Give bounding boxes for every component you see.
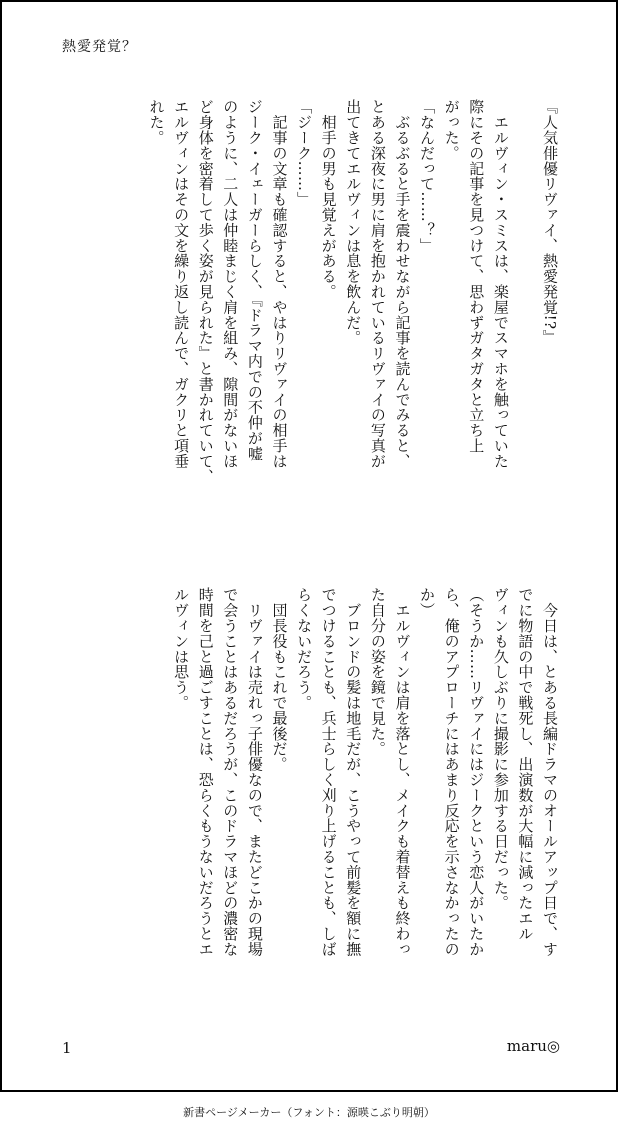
text-line: ブロンドの髪は地毛だが、こうやって前髪を額に撫 (344, 587, 363, 957)
text-line: ら、俺のアプローチにはあまり反応を示さなかったの (442, 587, 461, 957)
text-line (513, 99, 538, 539)
text-line: のように、二人は仲睦まじく肩を組み、隙間がないほ (221, 99, 240, 469)
text-line: 出てきてエルヴィンは息を飲んだ。 (344, 99, 363, 346)
generator-credit: 新書ページメーカー（フォント：源暎こぶり明朝） (183, 1106, 435, 1119)
text-line: とある深夜に男に肩を抱かれているリヴァイの写真が (368, 99, 387, 469)
text-line: で会うことはあるだろうが、このドラマほどの濃密な (221, 587, 240, 957)
text-line: れた。 (147, 99, 166, 146)
page-number: 1 (62, 1039, 72, 1057)
text-line: 際にその記事を見つけて、思わずガタガタと立ち上 (467, 99, 486, 454)
text-line: でつけることも、兵士らしく刈り上げることも、しば (319, 587, 338, 957)
upper-text-column (144, 99, 562, 539)
text-line: 記事の文章も確認すると、やはりリヴァイの相手は (270, 99, 289, 469)
text-line: 『人気俳優リヴァイ、熱愛発覚!?』 (541, 99, 559, 345)
text-line: エルヴィンはその文を繰り返し読んで、ガクリと項垂 (172, 99, 191, 469)
text-line: 団長役もこれで最後だ。 (270, 587, 289, 772)
text-line: か） (418, 587, 437, 618)
text-line: ジーク・イェーガーらしく、『ドラマ内での不仲が嘘 (245, 99, 264, 462)
text-line: 「なんだって……？」 (418, 99, 437, 253)
text-line: 今日は、とある長編ドラマのオールアップ日で、す (541, 587, 559, 957)
text-line: エルヴィン・スミスは、楽屋でスマホを触っていた (491, 99, 510, 469)
text-line: 相手の男も見覚えがある。 (319, 99, 338, 300)
text-line: がった。 (442, 99, 461, 161)
page-header-title: 熱愛発覚？ (62, 39, 137, 55)
text-line: エルヴィンは肩を落とし、メイクも着替えも終わっ (393, 587, 412, 957)
text-line: リヴァイは売れっ子俳優なので、またどこかの現場 (245, 587, 264, 957)
text-line: た自分の姿を鏡で見た。 (368, 587, 387, 757)
text-line: ヴィンも久しぶりに撮影に参加する日だった。 (491, 587, 510, 911)
lower-text-column (169, 587, 563, 1027)
text-line: （そうか……リヴァイにはジークという恋人がいたか (467, 587, 486, 957)
text-line: ど身体を密着して歩く姿が見られた』と書かれていて、 (196, 99, 215, 484)
text-line: らくないだろう。 (295, 587, 314, 711)
text-line: ルヴィンは思う。 (172, 587, 191, 711)
text-line: 「ジーク……」 (295, 99, 314, 207)
author-name: maru◎ (506, 1037, 560, 1055)
text-line: でに物語の中で戦死し、出演数が大幅に減ったエル (516, 587, 535, 942)
text-line: ぶるぶると手を震わせながら記事を読んでみると、 (393, 99, 412, 469)
text-line: 時間を己と過ごすことは、恐らくもうないだろうとエ (196, 587, 215, 957)
